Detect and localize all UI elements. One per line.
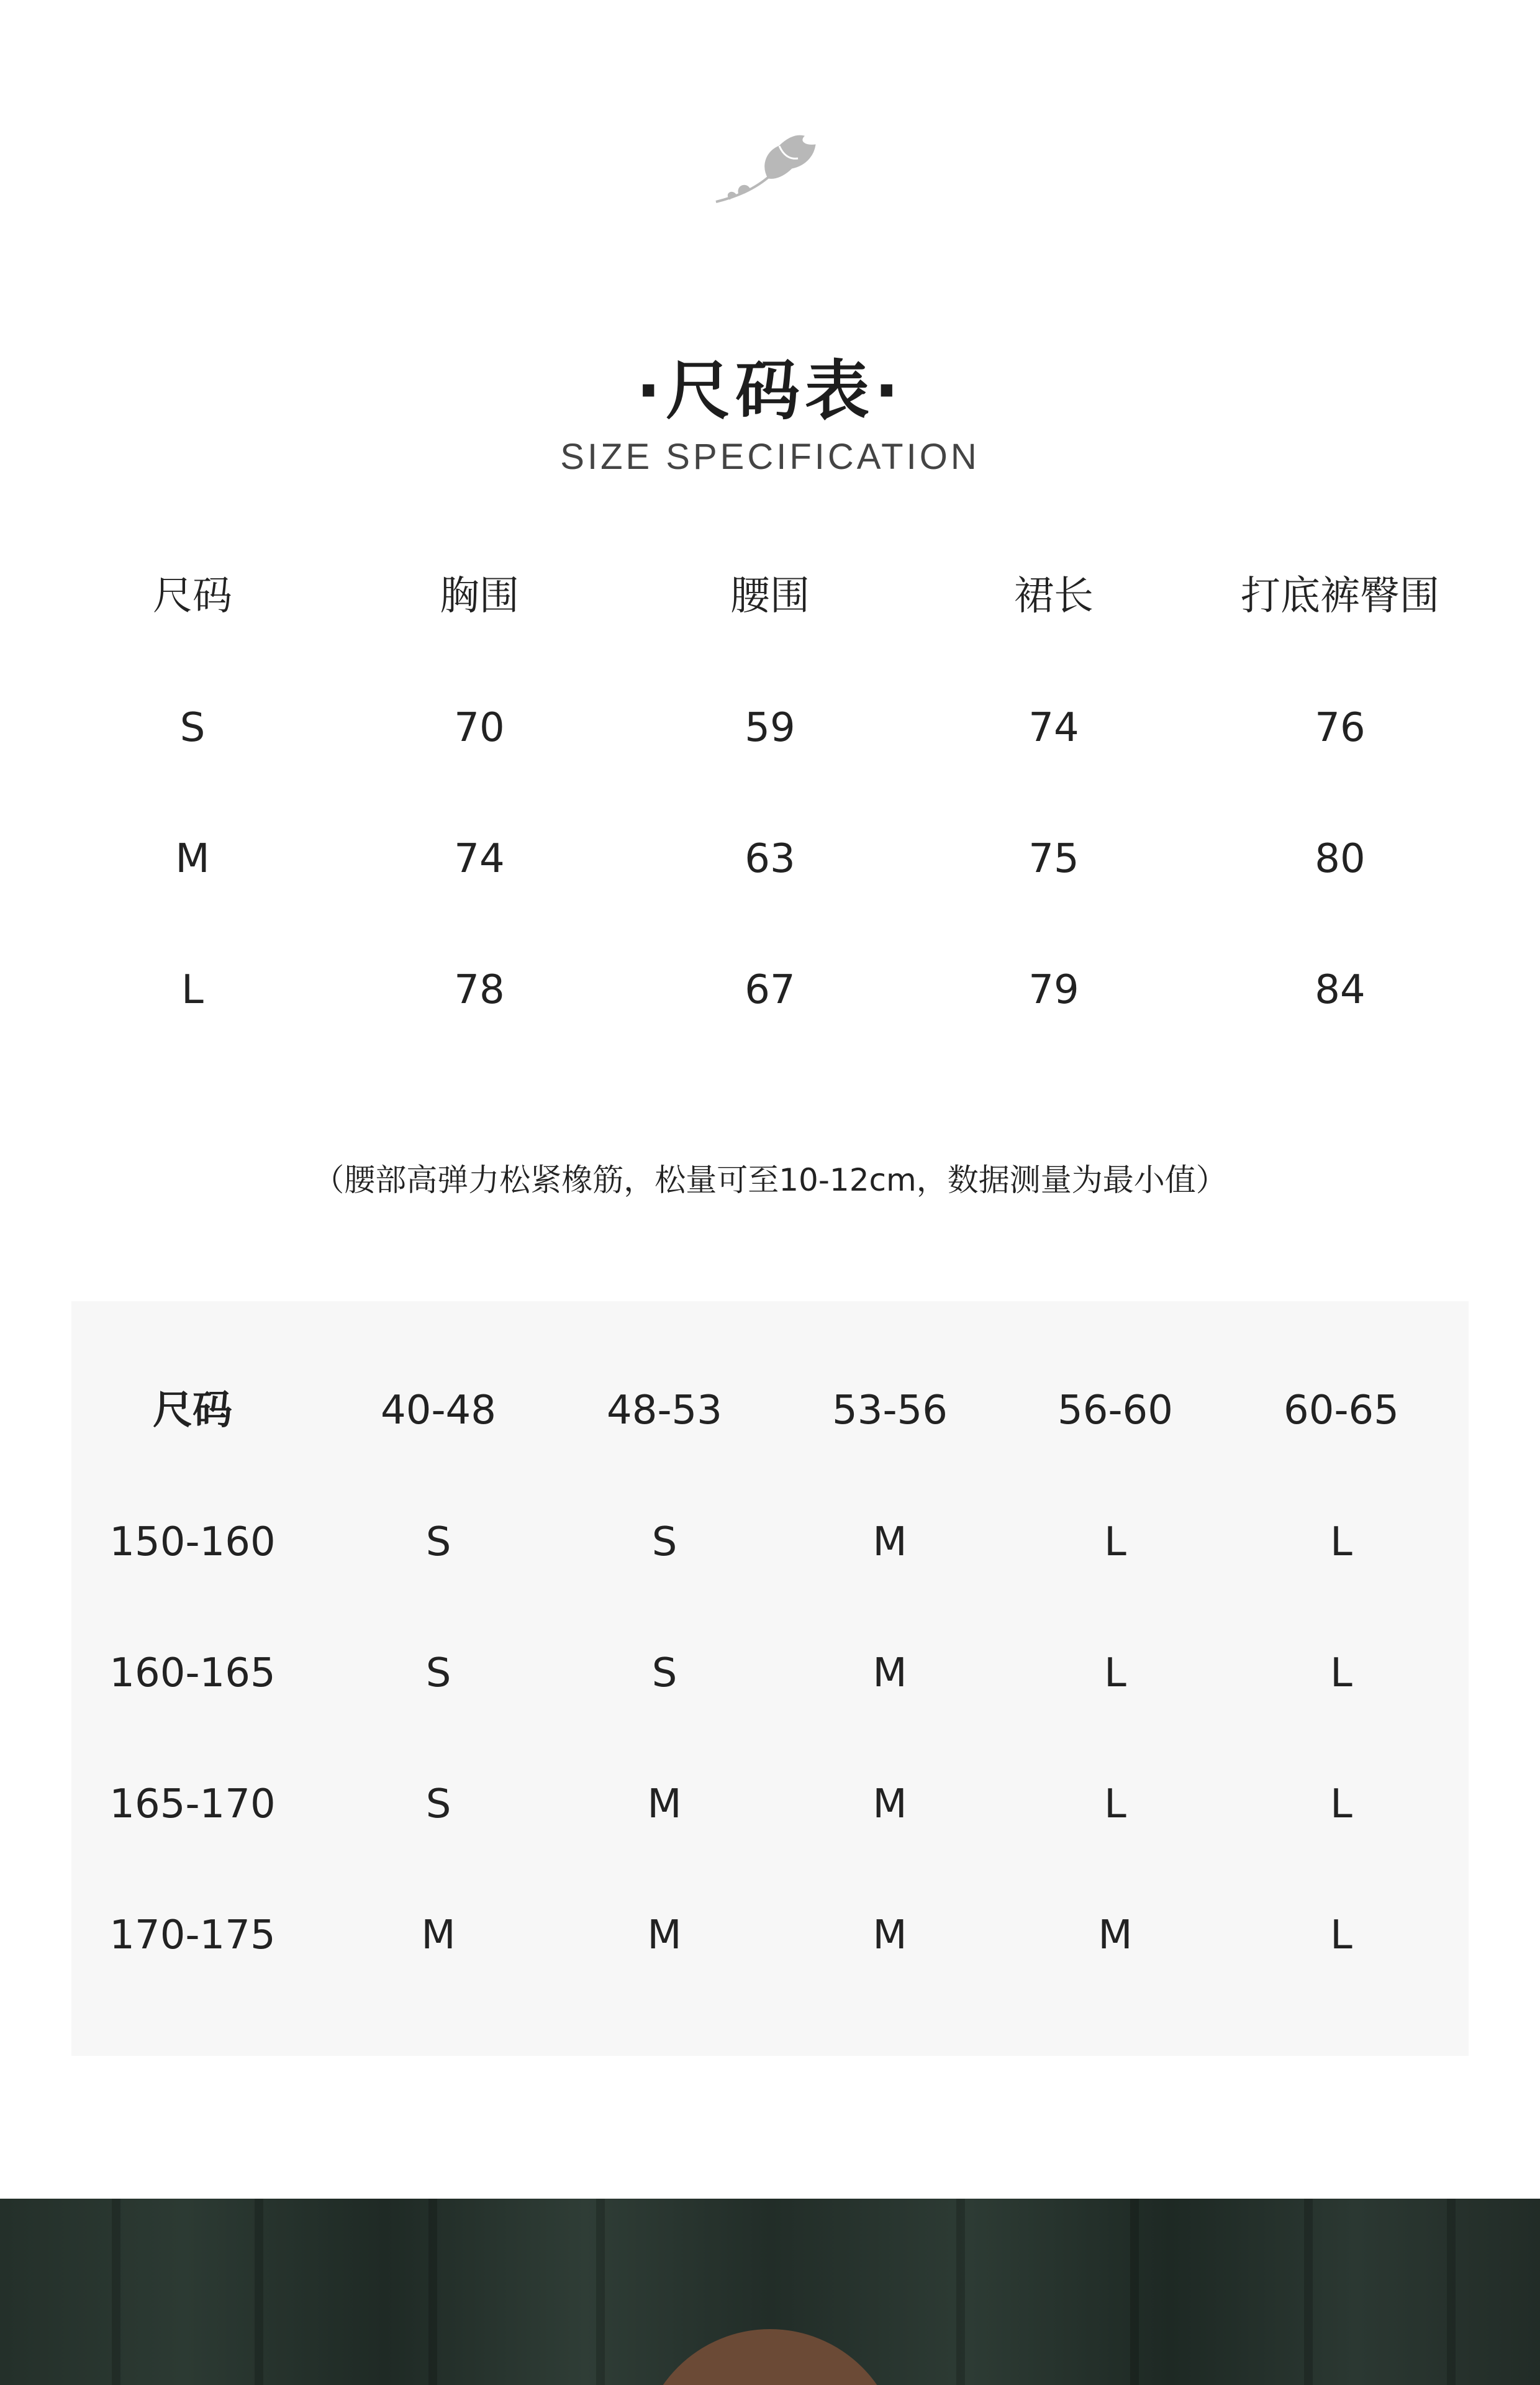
recommend-header-weight: 56-60 [1058, 1388, 1173, 1433]
recommend-header-size: 尺码 [153, 1388, 232, 1433]
spec-header-skirt-length: 裙长 [1014, 573, 1094, 619]
spec-cell: 74 [1028, 705, 1079, 751]
spec-cell: 70 [454, 705, 505, 751]
recommend-cell: L [1330, 1781, 1352, 1827]
spec-cell: 84 [1315, 967, 1366, 1013]
recommend-cell: S [425, 1781, 451, 1827]
model-hair [640, 2329, 900, 2385]
spec-cell: 63 [745, 836, 795, 882]
recommend-cell: M [647, 1781, 682, 1827]
spec-cell: L [181, 967, 204, 1013]
spec-cell: M [175, 836, 210, 882]
recommend-cell: M [872, 1650, 907, 1696]
recommend-header-weight: 60-65 [1284, 1388, 1399, 1433]
model-photo [0, 2199, 1540, 2385]
recommend-cell: M [421, 1912, 456, 1958]
recommend-cell: M [872, 1519, 907, 1565]
recommend-cell: M [1098, 1912, 1133, 1958]
spec-cell: S [179, 705, 206, 751]
recommend-row-height: 160-165 [109, 1650, 276, 1696]
recommend-cell: L [1104, 1781, 1126, 1827]
spec-cell: 76 [1315, 705, 1366, 751]
spec-cell: 78 [454, 967, 505, 1013]
recommend-cell: S [425, 1519, 451, 1565]
recommend-cell: L [1104, 1650, 1126, 1696]
spec-header-bust: 胸围 [440, 573, 519, 619]
recommend-header-weight: 40-48 [381, 1388, 496, 1433]
recommend-row-height: 170-175 [109, 1912, 276, 1958]
recommend-cell: L [1330, 1650, 1352, 1696]
recommend-cell: S [651, 1650, 677, 1696]
recommend-cell: L [1330, 1519, 1352, 1565]
recommend-cell: M [647, 1912, 682, 1958]
size-recommend-panel [71, 1301, 1469, 2056]
spec-header-hip: 打底裤臀围 [1241, 573, 1439, 619]
page-subtitle: SIZE SPECIFICATION [560, 437, 980, 477]
spec-cell: 59 [745, 705, 795, 751]
recommend-cell: L [1330, 1912, 1352, 1958]
measurement-note: （腰部高弹力松紧橡筋，松量可至10-12cm，数据测量为最小值） [313, 1162, 1227, 1198]
recommend-row-height: 150-160 [109, 1519, 276, 1565]
spec-header-size: 尺码 [153, 573, 232, 619]
spec-cell: 75 [1028, 836, 1079, 882]
spec-header-waist: 腰围 [730, 573, 810, 619]
spec-cell: 80 [1315, 836, 1366, 882]
recommend-header-weight: 48-53 [607, 1388, 722, 1433]
page-title: ·尺码表· [636, 353, 904, 429]
recommend-row-height: 165-170 [109, 1781, 276, 1827]
recommend-cell: L [1104, 1519, 1126, 1565]
recommend-cell: S [425, 1650, 451, 1696]
spec-cell: 74 [454, 836, 505, 882]
recommend-header-weight: 53-56 [832, 1388, 948, 1433]
spec-cell: 79 [1028, 967, 1079, 1013]
recommend-cell: M [872, 1912, 907, 1958]
recommend-cell: M [872, 1781, 907, 1827]
recommend-cell: S [651, 1519, 677, 1565]
spec-cell: 67 [745, 967, 795, 1013]
